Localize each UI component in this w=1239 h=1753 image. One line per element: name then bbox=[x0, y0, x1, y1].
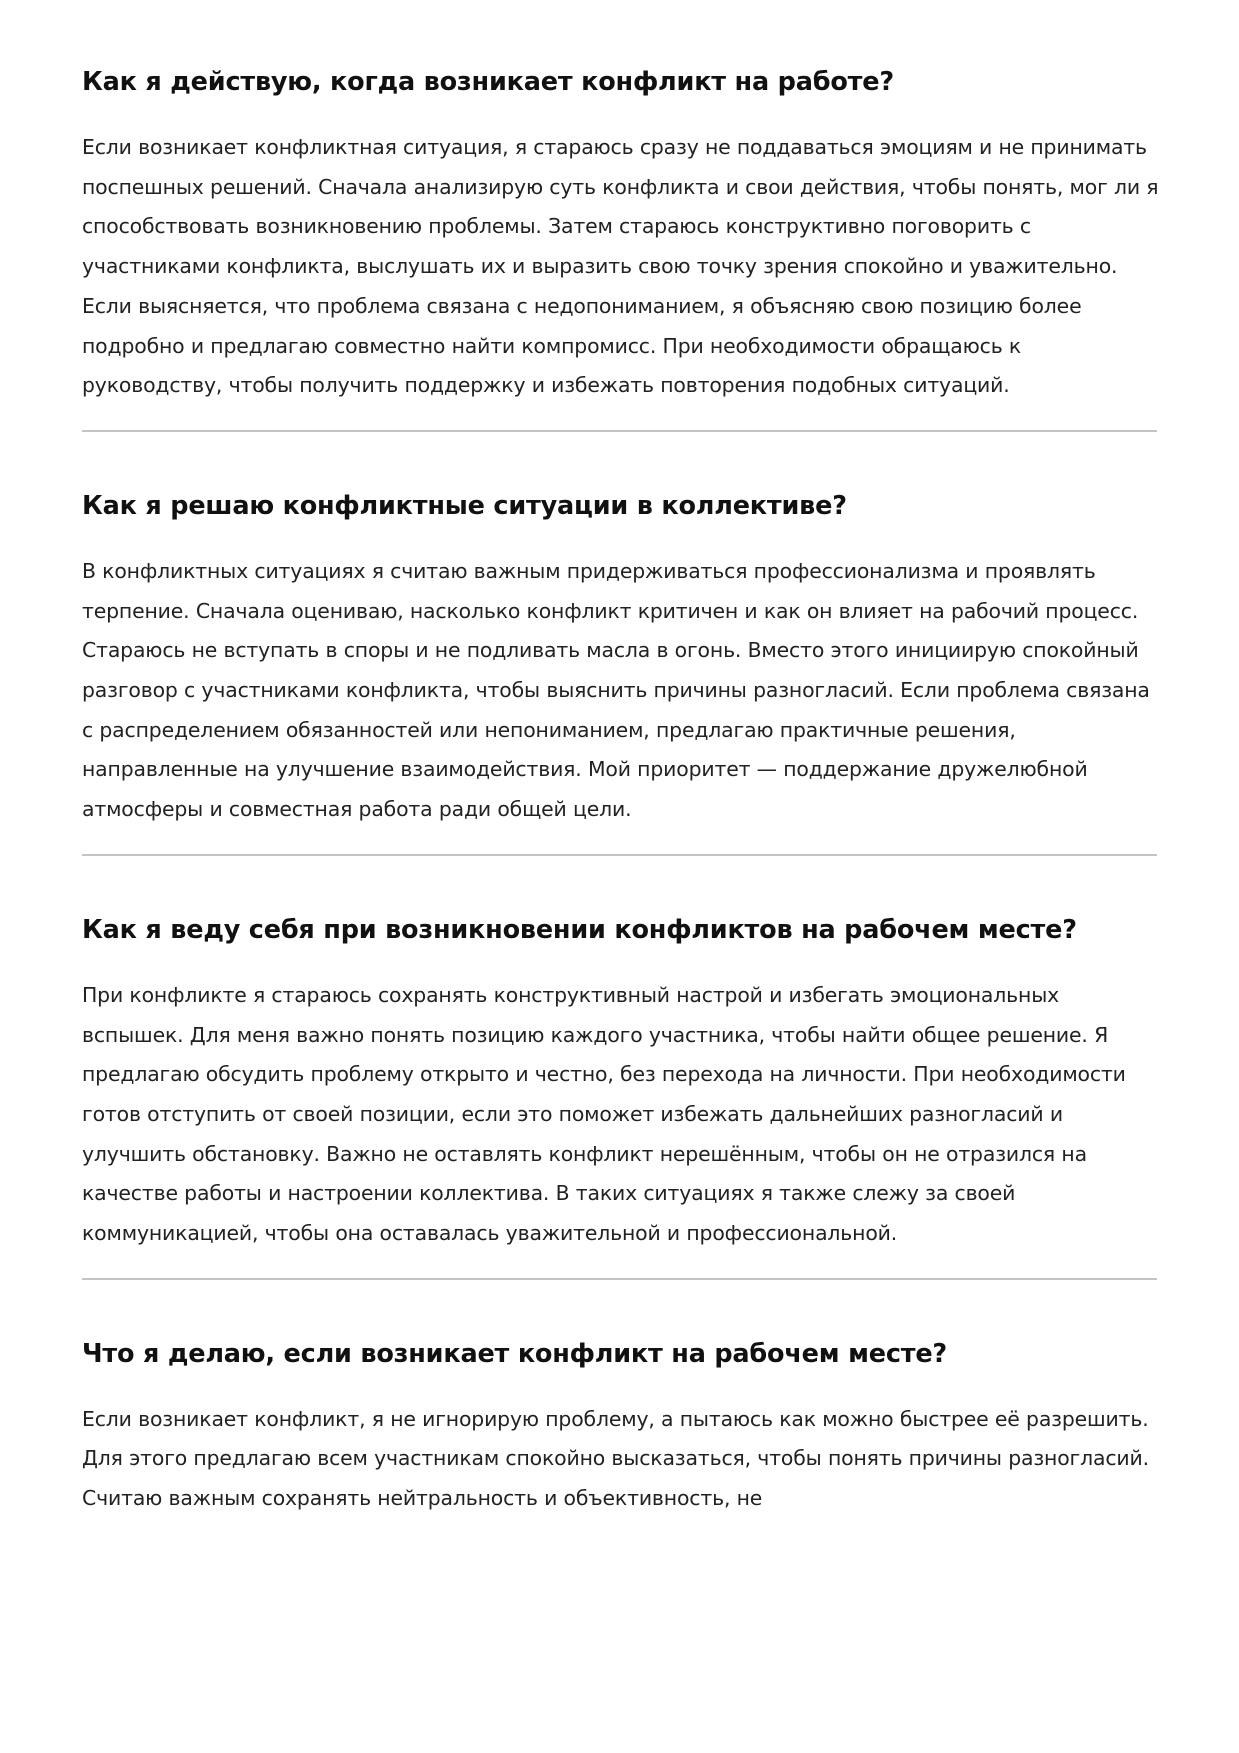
section-body: Если возникает конфликтная ситуация, я стараюсь сразу не поддаваться эмоциям и не принимать поспешных решений. Сначала анализирую суть конфликта и свои действия, чтобы понять, мог ли я способствовать возникновению проблемы. Затем стараюсь конструктивно поговорить с участниками конфликта, выслушать их и выразить свою точку зрения спокойно и уважительно. Если выясняется, что проблема связана с недопониманием, я объясняю свою позицию более подробно и предлагаю совместно найти компромисс. При необходимости обращаюсь к руководству, чтобы получить поддержку и избежать повторения подобных ситуаций. bbox=[82, 135, 1159, 398]
section-heading: Как я решаю конфликтные ситуации в коллективе? bbox=[82, 490, 847, 521]
section-heading: Что я делаю, если возникает конфликт на рабочем месте? bbox=[82, 1338, 948, 1369]
section-3 bbox=[82, 910, 1160, 1254]
section-body: Если возникает конфликт, я не игнорирую проблему, а пытаюсь как можно быстрее её разрешить. Для этого предлагаю всем участникам спокойно высказаться, чтобы понять причины разногласий. Считаю важным сохранять нейтральность и объективность, не bbox=[82, 1406, 1149, 1511]
document-page bbox=[82, 62, 1160, 1519]
section-1 bbox=[82, 62, 1160, 406]
section-divider bbox=[82, 854, 1157, 856]
section-divider bbox=[82, 1278, 1157, 1280]
section-2 bbox=[82, 486, 1160, 830]
section-divider bbox=[82, 430, 1157, 432]
section-body: При конфликте я стараюсь сохранять конструктивный настрой и избегать эмоциональных вспышек. Для меня важно понять позицию каждого участника, чтобы найти общее решение. Я предлагаю обсудить проблему открыто и честно, без перехода на личности. При необходимости готов отступить от своей позиции, если это поможет избежать дальнейших разногласий и улучшить обстановку. Важно не оставлять конфликт нерешённым, чтобы он не отразился на качестве работы и настроении коллектива. В таких ситуациях я также слежу за своей коммуникацией, чтобы она оставалась уважительной и профессиональной. bbox=[82, 982, 1126, 1246]
section-heading: Как я действую, когда возникает конфликт на работе? bbox=[82, 67, 894, 97]
section-heading: Как я веду себя при возникновении конфликтов на рабочем месте? bbox=[82, 914, 1077, 945]
section-4 bbox=[82, 1334, 1160, 1519]
section-body: В конфликтных ситуациях я считаю важным придерживаться профессионализма и проявлять терпение. Сначала оцениваю, насколько конфликт критичен и как он влияет на рабочий процесс. Стараюсь не вступать в споры и не подливать масла в огонь. Вместо этого инициирую спокойный разговор с участниками конфликта, чтобы выяснить причины разногласий. Если проблема связана с распределением обязанностей или непониманием, предлагаю практичные решения, направленные на улучшение взаимодействия. Мой приоритет — поддержание дружелюбной атмосферы и совместная работа ради общей цели. bbox=[82, 558, 1150, 822]
